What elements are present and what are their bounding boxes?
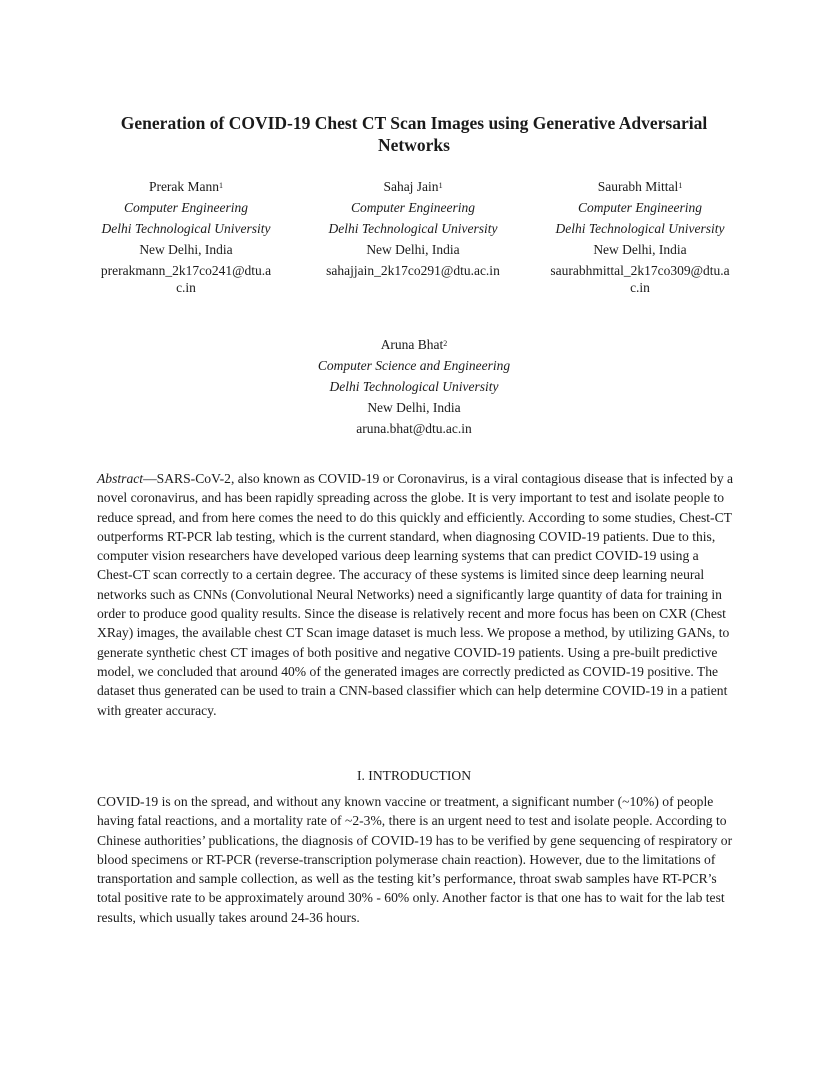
section-body: COVID-19 is on the spread, and without any known vaccine or treatment, a significant number (~10%) of people having fatal reactions, and a mortality rate of ~2-3%, there is an urgent need to test and isolate people. According to Chinese authorities’ publications, the diagnosis of COVID-19 has to be verified by gene sequencing of respiratory or blood specimens or RT-PCR (reverse-transcription polymerase chain reaction). However, due to the limitations of transportation and sample collection, as well as the testing kit’s performance, throat swab samples have RT-PCR’s total positive rate to be approximately around 30% - 60% only. Another factor is that one has to wait for the lab test results, which usually takes around 24-36 hours. bbox=[97, 794, 733, 925]
author-department: Computer Engineering bbox=[350, 200, 476, 215]
author-email: aruna.bhat@dtu.ac.in bbox=[356, 421, 472, 436]
author-department: Computer Engineering bbox=[577, 200, 703, 215]
abstract bbox=[97, 469, 737, 720]
author-city: New Delhi, India bbox=[367, 400, 461, 415]
section-heading: I. INTRODUCTION bbox=[356, 768, 472, 783]
author-city: New Delhi, India bbox=[139, 242, 233, 257]
author-name: Aruna Bhat$^2$ bbox=[380, 337, 448, 352]
author-university: Delhi Technological University bbox=[328, 220, 498, 236]
author-department: Computer Engineering bbox=[123, 200, 249, 215]
author-name: Sahaj Jain$^1$ bbox=[383, 179, 443, 194]
author-block bbox=[264, 336, 564, 437]
author-university: Delhi Technological University bbox=[555, 220, 725, 236]
affiliation-mark: 2 bbox=[443, 339, 448, 348]
author-university: Delhi Technological University bbox=[101, 220, 271, 236]
affiliation-mark: 1 bbox=[678, 181, 683, 190]
author-city: New Delhi, India bbox=[366, 242, 460, 257]
author-name: Prerak Mann$^1$ bbox=[148, 179, 224, 194]
author-university: Delhi Technological University bbox=[329, 379, 499, 394]
abstract-label: Abstract bbox=[97, 471, 144, 486]
author-email: saurabhmittal_2k17co309@dtu.ac.in bbox=[550, 263, 730, 295]
author-department: Computer Science and Engineering bbox=[317, 358, 511, 373]
author-email: sahajjain_2k17co291@dtu.ac.in bbox=[326, 263, 500, 278]
author-email: prerakmann_2k17co241@dtu.ac.in bbox=[100, 263, 272, 295]
author-city: New Delhi, India bbox=[593, 242, 687, 257]
affiliation-mark: 1 bbox=[438, 181, 443, 190]
author-name: Saurabh Mittal$^1$ bbox=[597, 179, 683, 194]
abstract-text: —SARS-CoV-2, also known as COVID-19 or Coronavirus, is a viral contagious disease that is infected by a novel coronavirus, and has been rapidly spreading across the globe. It is very important to test and isolate people to reduce spread, and from here comes the need to do this quickly and efficiently. According to some studies, Chest-CT outperforms RT-PCR lab testing, which is the current standard, when diagnosing COVID-19 patients. Due to this, computer vision researchers have developed various deep learning systems that can predict COVID-19 using a Chest-CT scan correctly to a certain degree. The accuracy of these systems is limited since deep learning neural networks such as CNNs (Convolutional Neural Networks) need a significantly large quantity of data for training in order to produce good quality results. Since the disease is relatively recent and more focus has been on CXR (Chest XRay) images, the available chest CT Scan image dataset is much less. We propose a method, by utilizing GANs, to generate synthetic chest CT images of both positive and negative COVID-19 patients. Using a pre-built predictive model, we concluded that around 40% of the generated images are correctly predicted as COVID-19 positive. The dataset thus generated can be used to train a CNN-based classifier which can help determine COVID-19 in a patient with greater accuracy. bbox=[97, 471, 734, 718]
author-block bbox=[86, 177, 286, 296]
paper-title: Generation of COVID-19 Chest CT Scan Images using Generative Adversarial Networks bbox=[120, 113, 708, 155]
author-block bbox=[540, 177, 740, 296]
affiliation-mark: 1 bbox=[219, 181, 224, 190]
author-block bbox=[313, 177, 513, 279]
